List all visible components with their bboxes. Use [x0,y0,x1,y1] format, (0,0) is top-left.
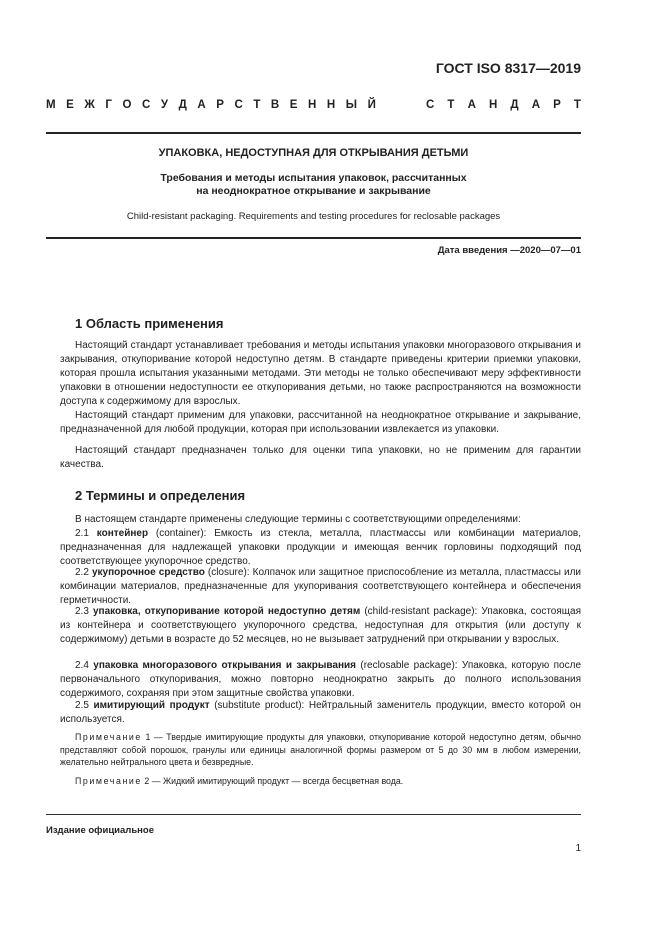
banner-letter: Р [216,99,224,111]
banner-word-standard [426,99,581,111]
term-2-4: 2.4 упаковка многоразового открывания и закрывания (reclosable package): Упаковка, которую после первоначального откупоривания, можно повторно неоднократно закрыть до полного использования содержимого, сохраняя при этом защитные свойства упаковки. [60,660,582,699]
banner-letter: У [160,99,168,111]
banner-letter: В [270,99,280,111]
banner-letter: Д [510,99,519,111]
section-1-paragraph-3: Настоящий стандарт предназначен только для оценки типа упаковки, но не применим для гарантии качества. [60,445,581,470]
banner-letter: М [46,99,56,111]
banner-letter: Г [105,99,112,111]
banner-letter: Н [308,99,317,111]
banner-letter: Н [488,99,498,111]
subtitle-line-1: Требования и методы испытания упаковок, рассчитанных [160,172,467,184]
document-code: ГОСТ ISO 8317—2019 [435,60,581,76]
banner-letter: Р [553,99,561,111]
banner-letter: Т [573,99,581,111]
banner-letter: Д [178,99,187,111]
banner-letter: Е [289,99,298,111]
section-1-heading: 1 Область применения [75,316,224,331]
edition-label: Издание официальное [46,825,154,836]
banner-letter: Т [253,99,261,111]
page-number: 1 [575,843,581,854]
section-2-intro: В настоящем стандарте применены следующие термины с соответствующими определениями: [75,514,521,525]
note-1-label: Примечание [75,732,142,742]
banner-letter: Е [66,99,74,111]
banner-word-interstate [46,99,376,111]
standard-type-banner [46,99,581,111]
section-1-paragraph-1: Настоящий стандарт устанавливает требования и методы испытания упаковки многоразового открывания и закрывания, откупоривание которой недоступно детям. В стандарте приведены критерии приемки упаковки, которая прошла испытания указанными методами. Эти методы не только обеспечивают меру эффективности упаковки в отношении недоступности ее откупоривания детьми, но также распространяются на возможности доступа к содержимому для взрослых. [60,340,581,407]
note-1: Примечание 1 — Твердые имитирующие продукты для упаковки, откупоривание которой недоступно детям, обычно представляют собой порошок, гранулы или единицы аналогичной формы размером от 5 до 30 мм в любом измерении, желательно нейтрального цвета и безвредные. [60,732,581,767]
document-subtitle [46,172,581,198]
document-title: УПАКОВКА, НЕДОСТУПНАЯ ДЛЯ ОТКРЫВАНИЯ ДЕТЬМИ [158,147,469,159]
banner-letter: Н [326,99,336,111]
banner-letter: С [234,99,243,111]
title-rule [46,237,581,239]
banner-letter: О [122,99,132,111]
banner-letter: А [467,99,476,111]
introduction-date: Дата введения —2020—07—01 [437,245,581,256]
subtitle-line-2: на неоднократное открывание и закрывание [196,185,431,197]
banner-letter: С [141,99,151,111]
banner-letter: Ж [84,99,95,111]
note-2-label: Примечание [75,776,142,786]
footer-rule [46,814,581,815]
banner-letter: Й [367,99,376,111]
section-1-paragraph-2: Настоящий стандарт применим для упаковки, рассчитанной на неоднократное открывание и закрывание, предназначенной для любой продукции, которая при использовании извлекается из упаковки. [60,410,581,435]
banner-letter: Ы [345,99,358,111]
term-2-3: 2.3 упаковка, откупоривание которой недоступно детям (child-resistant package): Упаковка, состоящая из контейнера и соответствующего укупорочного средства, недоступная для открытия (или доступу к содержимому) детьми в возрасте до 52 месяцев, но не вызывает затруднений при открывании у взрослых. [60,606,581,645]
banner-letter: С [426,99,435,111]
banner-letter: А [197,99,206,111]
section-2-heading: 2 Термины и определения [75,488,246,503]
term-2-1: 2.1 контейнер (container): Емкость из стекла, металла, пластмассы или комбинации материалов, предназначенная для надлежащей упаковки продукции и имеющая венчик горловины подходящий под соответствующее укупорочное средство. [60,528,581,567]
term-2-5: 2.5 имитирующий продукт (substitute product): Нейтральный заменитель продукции, вместо которой он используется. [60,700,582,725]
note-2: Примечание 2 — Жидкий имитирующий продукт — всегда бесцветная вода. [75,776,404,786]
banner-letter: А [531,99,541,111]
term-2-2: 2.2 укупорочное средство (closure): Колпачок или защитное приспособление из металла, пластмассы или комбинации материалов, предназначенные для укупоривания соответствующего контейнера и обеспечения герметичности. [60,567,582,606]
banner-letter: Т [447,99,455,111]
english-title: Child-resistant packaging. Requirements and testing procedures for reclosable packages [126,211,501,222]
header-rule [46,132,581,134]
